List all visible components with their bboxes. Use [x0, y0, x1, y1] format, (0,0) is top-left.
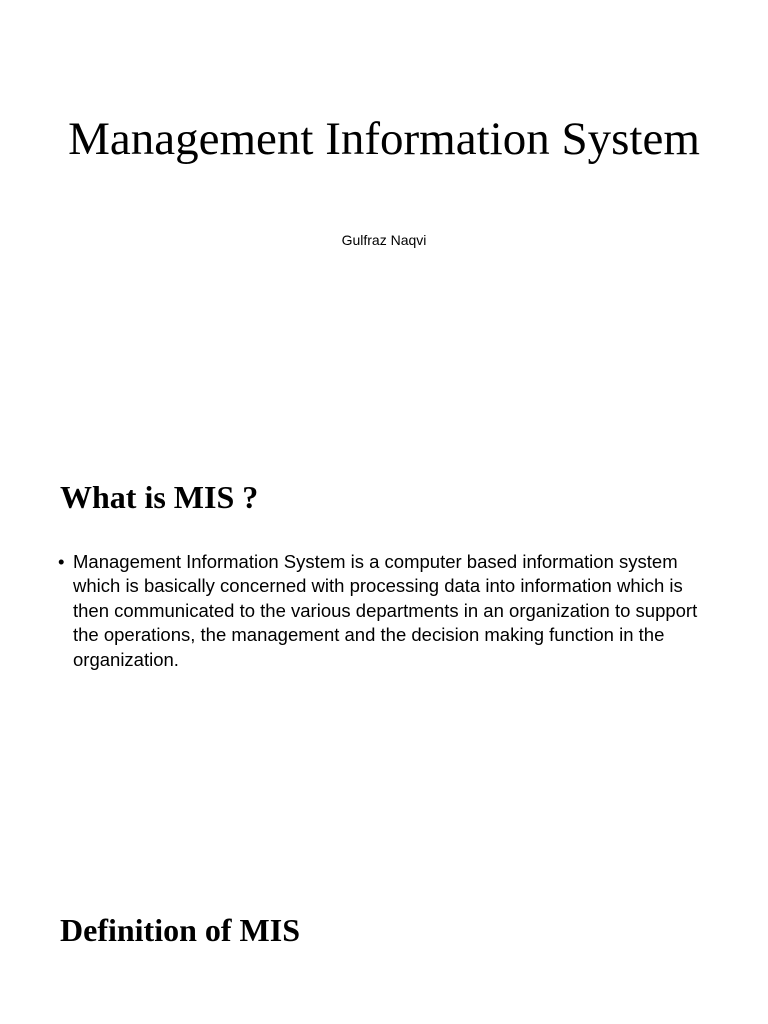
- bullet-list: [58, 550, 718, 672]
- bullet-item: [58, 550, 718, 672]
- presentation-title: Management Information System: [68, 113, 700, 165]
- title-slide: [0, 0, 768, 432]
- slide-heading: Definition of MIS: [60, 912, 300, 948]
- bullet-icon: •: [58, 551, 65, 572]
- what-is-mis-slide: [0, 432, 768, 864]
- definition-slide: [0, 864, 768, 1024]
- bullet-text: Management Information System is a computer based information system which is basically concerned with processing data into information which is then communicated to the various departments in an organization to support the operations, the management and the decision making function in the organization.: [73, 551, 698, 670]
- slide-heading: What is MIS ?: [60, 479, 259, 515]
- presentation-author: Gulfraz Naqvi: [341, 232, 427, 248]
